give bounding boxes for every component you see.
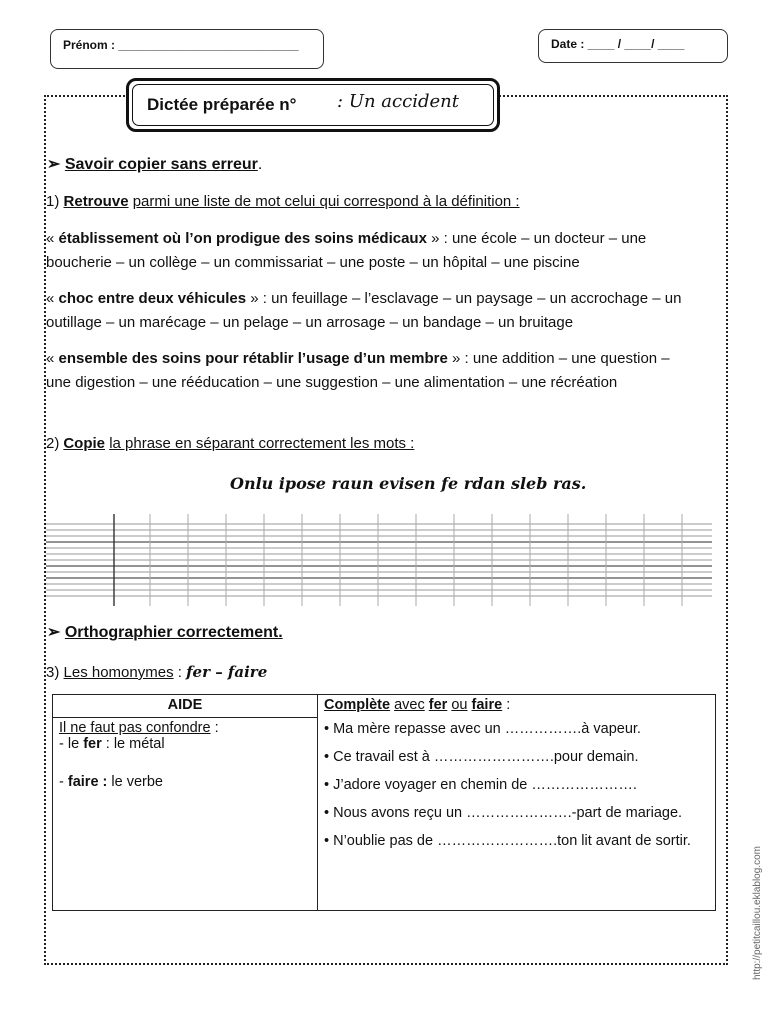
q1-rest: parmi une liste de mot celui qui correspond à la définition : [132,193,520,210]
aide-faire-word: faire : [67,774,108,790]
exercise-sentence-3[interactable]: • J’adore voyager en chemin de …………………. [324,777,637,793]
section1-heading [47,154,262,174]
q1-instruction [46,190,520,214]
q2-verb: Copie [63,435,106,452]
aide-intro-colon: : [214,720,219,736]
section1-arrow-icon: ➢ [47,156,61,173]
date-field[interactable] [538,29,728,63]
writing-grid[interactable] [46,512,726,608]
aide-intro [59,720,311,736]
aide-header: AIDE [53,695,318,718]
def1-line1 [46,227,646,251]
q2-instruction [46,432,414,456]
def1-definition: établissement où l’on prodigue des soins médicaux [58,230,427,247]
section2-heading-text: Orthographier correctement. [64,624,283,641]
aide-faire [59,774,311,790]
exercise-sentence-2[interactable]: • Ce travail est à …………………….pour demain. [324,749,639,765]
q3-instruction [46,660,267,685]
complete-colon: : [506,697,511,713]
def2-options-a: » : un feuillage – l’esclavage – un paysage – un accrochage – un [250,290,682,307]
section1-period: . [257,156,263,173]
q1-verb: Retrouve [63,193,129,210]
q3-number: 3) [46,664,60,681]
section2-heading [47,622,283,642]
scrambled-sentence: Onlu ipose raun evisen fe rdan sleb ras. [230,474,587,493]
complete-verb: Complète [324,697,391,713]
aide-faire-meaning: le verbe [111,774,163,790]
title-subject [337,91,459,112]
aide-fer-prefix: - le [59,736,80,752]
site-watermark: http://petitcaillou.eklablog.com [752,846,763,980]
complete-mid: avec [394,697,425,713]
prenom-label: Prénom : ___________________________ [63,38,299,52]
q3-label: Les homonymes [63,664,174,681]
exercise-sentence-1[interactable]: • Ma mère repasse avec un …………….à vapeur. [324,721,641,737]
def2-line2: outillage – un marécage – un pelage – un arrosage – un bandage – un bruitage [46,314,574,331]
def2-open: « [46,290,55,307]
def1-line2: boucherie – un collège – un commissariat – une poste – un hôpital – une piscine [46,254,580,271]
aide-fer-word: fer [83,736,102,752]
complete-fer: fer [428,697,448,713]
def1-options-a: » : une école – un docteur – une [431,230,647,247]
section1-heading-text: Savoir copier sans erreur [64,156,258,173]
def3-definition: ensemble des soins pour rétablir l’usage d’un membre [58,350,448,367]
aide-fer-meaning: : le métal [105,736,165,752]
def3-line1 [46,347,670,371]
title-subject-text: Un accident [348,91,459,112]
aide-faire-prefix: - [59,774,64,790]
exercise-cell [318,695,716,911]
q1-number: 1) [46,193,60,210]
section2-arrow-icon: ➢ [47,624,61,641]
def1-open: « [46,230,55,247]
complete-ou: ou [451,697,468,713]
q3-colon: : [177,664,182,681]
def2-line1 [46,287,681,311]
aide-cell [53,718,318,911]
q2-number: 2) [46,435,60,452]
prenom-field[interactable] [50,29,324,69]
title-colon: : [337,91,344,112]
q2-rest: la phrase en séparant correctement les mots : [109,435,415,452]
aide-intro-text: Il ne faut pas confondre [59,720,211,736]
aide-fer [59,736,311,752]
title-box [126,78,500,132]
title-label: Dictée préparée n° [147,95,297,114]
def3-line2: une digestion – une rééducation – une suggestion – une alimentation – une récréation [46,374,618,391]
exercise-instruction [324,697,709,713]
complete-faire: faire [471,697,503,713]
date-label: Date : ____ / ____/ ____ [551,37,685,51]
exercise-sentence-5[interactable]: • N’oublie pas de …………………….ton lit avant de sortir. [324,833,691,849]
def2-definition: choc entre deux véhicules [58,290,247,307]
homonyms-table [52,694,716,911]
exercise-sentence-4[interactable]: • Nous avons reçu un ………………….-part de mariage. [324,805,683,821]
q3-words: fer – faire [186,663,268,681]
def3-open: « [46,350,55,367]
def3-options-a: » : une addition – une question – [451,350,670,367]
